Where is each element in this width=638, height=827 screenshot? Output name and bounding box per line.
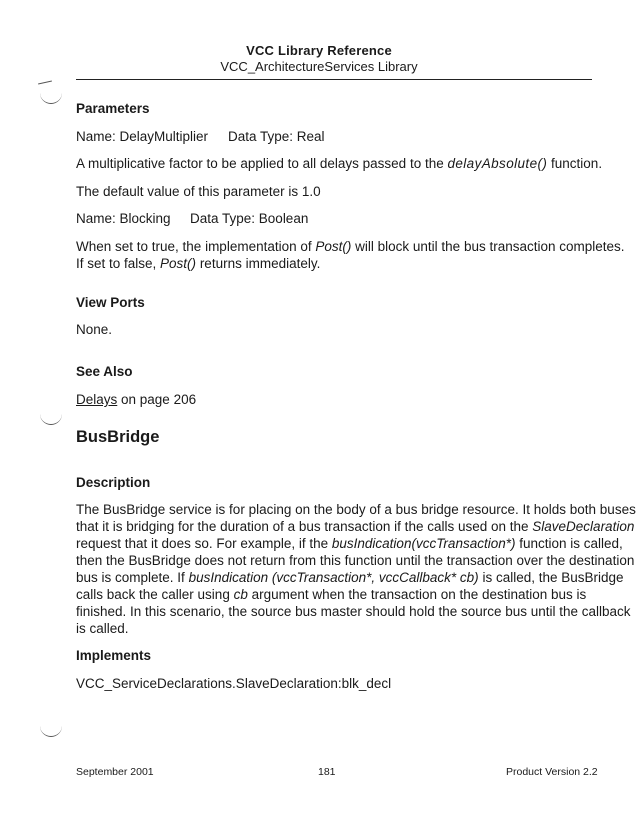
punch-mark (40, 726, 62, 737)
param2-desc-line (76, 238, 625, 255)
punch-mark (40, 414, 62, 425)
library-subtitle: VCC_ArchitectureServices Library (220, 59, 418, 74)
footer-date: September 2001 (76, 766, 154, 778)
view-ports-text: None. (76, 322, 113, 337)
description-line: is called. (76, 621, 129, 636)
text-run: If set to false, (76, 256, 161, 271)
text-run: function is called, (515, 536, 623, 551)
description-heading: Description (76, 475, 151, 490)
implements-text: VCC_ServiceDeclarations.SlaveDeclaration:blk_decl (76, 676, 392, 691)
busbridge-description (76, 501, 636, 637)
text-run: argument when the transaction on the destination bus is (247, 587, 587, 602)
busbridge-title: BusBridge (76, 428, 160, 446)
description-line (76, 569, 624, 586)
footer-page-number: 181 (318, 766, 336, 778)
footer-version: Product Version 2.2 (506, 766, 598, 778)
see-also-heading: See Also (76, 364, 133, 379)
implements-heading: Implements (76, 648, 152, 663)
param2-type: Data Type: Boolean (190, 211, 309, 226)
description-line: finished. In this scenario, the source bus master should hold the source bus until the callback (76, 604, 631, 619)
param1-name: Name: DelayMultiplier (76, 129, 209, 144)
param1-desc-function: delayAbsolute() (447, 156, 548, 171)
description-line: The BusBridge service is for placing on the body of a bus bridge resource. It holds both buses (76, 502, 636, 517)
emphasis: cb (233, 587, 248, 602)
text-run: calls back the caller using (76, 587, 234, 602)
view-ports-heading: View Ports (76, 295, 145, 310)
description-line (76, 535, 623, 552)
text-run: bus is complete. If (76, 570, 189, 585)
function-name: Post() (160, 256, 197, 271)
param1-desc-text-end: function. (547, 156, 603, 171)
text-run: will block until the bus transaction completes. (351, 239, 625, 254)
see-also-entry (76, 392, 196, 407)
emphasis: busIndication (vccTransaction*, vccCallback* cb) (188, 570, 479, 585)
text-run: that it is bridging for the duration of a bus transaction if the calls used on the (76, 519, 533, 534)
param1-desc-text: A multiplicative factor to be applied to all delays passed to the (76, 156, 448, 171)
param1-default: The default value of this parameter is 1.0 (76, 184, 321, 199)
description-line (76, 518, 635, 535)
emphasis: SlaveDeclaration (532, 519, 635, 534)
description-line (76, 586, 596, 603)
param2-desc-line (76, 255, 596, 272)
description-line: then the BusBridge does not return from this function until the transaction over the destination (76, 553, 635, 568)
delays-link[interactable]: Delays (76, 392, 118, 407)
text-run: is called, the BusBridge (478, 570, 624, 585)
text-run: When set to true, the implementation of (76, 239, 316, 254)
text-run: request that it does so. For example, if the (76, 536, 332, 551)
document-title: VCC Library Reference (246, 43, 392, 58)
punch-mark (40, 93, 62, 104)
punch-mark (38, 81, 52, 85)
emphasis: busIndication(vccTransaction*) (331, 536, 516, 551)
see-also-page-ref: on page 206 (117, 392, 197, 407)
param1-type: Data Type: Real (228, 129, 325, 144)
text-run: returns immediately. (196, 256, 321, 271)
header-divider (76, 79, 592, 80)
param1-description (76, 156, 602, 171)
param2-description (76, 238, 625, 272)
parameters-heading: Parameters (76, 101, 150, 116)
param2-name: Name: Blocking (76, 211, 171, 226)
function-name: Post() (315, 239, 352, 254)
